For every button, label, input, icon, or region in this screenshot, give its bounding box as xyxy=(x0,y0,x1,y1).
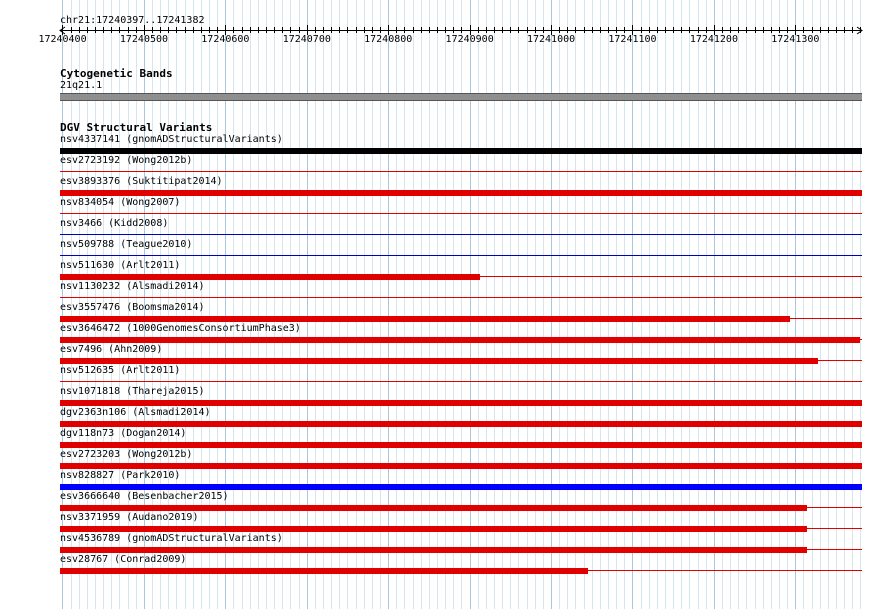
ruler-tick-label: 17240400 xyxy=(38,34,87,45)
variant-label[interactable]: esv3646472 (1000GenomesConsortiumPhase3) xyxy=(60,323,301,334)
variant-bar[interactable] xyxy=(60,421,862,427)
variant-row[interactable] xyxy=(60,365,862,386)
ruler-tick-label: 17241000 xyxy=(526,34,576,45)
ruler-tick-label: 17240900 xyxy=(445,34,494,45)
variant-baseline xyxy=(60,234,862,235)
variant-row[interactable] xyxy=(60,302,862,323)
variant-row[interactable] xyxy=(60,323,862,344)
variant-baseline xyxy=(60,171,862,172)
variant-bar[interactable] xyxy=(60,148,862,154)
variant-row[interactable] xyxy=(60,134,862,155)
variant-bar[interactable] xyxy=(60,547,807,553)
coordinate-range: chr21:17240397..17241382 xyxy=(60,15,205,26)
variant-label[interactable]: nsv512635 (Arlt2011) xyxy=(60,365,181,376)
variant-row[interactable] xyxy=(60,197,862,218)
ruler-tick-label: 17241300 xyxy=(771,34,820,45)
variant-baseline xyxy=(60,297,862,298)
variant-label[interactable]: dgv2363n106 (Alsmadi2014) xyxy=(60,407,211,418)
variant-bar[interactable] xyxy=(60,442,862,448)
ruler-tick-label: 17241200 xyxy=(689,34,738,45)
variant-label[interactable]: nsv3466 (Kidd2008) xyxy=(60,218,169,229)
variant-row[interactable] xyxy=(60,386,862,407)
variant-bar[interactable] xyxy=(60,316,790,322)
variant-bar[interactable] xyxy=(60,358,818,364)
variant-row[interactable] xyxy=(60,344,862,365)
variant-label[interactable]: esv2723203 (Wong2012b) xyxy=(60,449,193,460)
cytoband-label: 21q21.1 xyxy=(60,80,103,91)
cytoband-bar[interactable] xyxy=(60,93,862,101)
variant-baseline xyxy=(60,381,862,382)
variant-row[interactable] xyxy=(60,407,862,428)
variant-label[interactable]: esv3557476 (Boomsma2014) xyxy=(60,302,205,313)
variant-row[interactable] xyxy=(60,512,862,533)
variant-label[interactable]: nsv511630 (Arlt2011) xyxy=(60,260,181,271)
variant-row[interactable] xyxy=(60,239,862,260)
ruler-tick-label: 17241100 xyxy=(608,34,657,45)
variant-row[interactable] xyxy=(60,470,862,491)
variant-label[interactable]: dgv118n73 (Dogan2014) xyxy=(60,428,187,439)
variant-label[interactable]: nsv4536789 (gnomADStructuralVariants) xyxy=(60,533,283,544)
variant-label[interactable]: esv2723192 (Wong2012b) xyxy=(60,155,193,166)
coordinate-ruler[interactable] xyxy=(0,0,890,60)
variant-bar[interactable] xyxy=(60,190,862,196)
variant-row[interactable] xyxy=(60,533,862,554)
variant-bar[interactable] xyxy=(60,484,862,490)
variant-row[interactable] xyxy=(60,449,862,470)
dgv-track-title: DGV Structural Variants xyxy=(60,121,213,134)
variant-label[interactable]: nsv3371959 (Audano2019) xyxy=(60,512,199,523)
variant-row[interactable] xyxy=(60,176,862,197)
ruler-tick-label: 17240600 xyxy=(201,34,250,45)
variant-row[interactable] xyxy=(60,428,862,449)
variant-row[interactable] xyxy=(60,218,862,239)
variant-row[interactable] xyxy=(60,155,862,176)
variant-row[interactable] xyxy=(60,260,862,281)
variant-bar[interactable] xyxy=(60,463,862,469)
variant-row[interactable] xyxy=(60,281,862,302)
cytogenetic-bands-title: Cytogenetic Bands xyxy=(60,67,173,80)
variant-bar[interactable] xyxy=(60,400,862,406)
variant-bar[interactable] xyxy=(60,274,480,280)
variant-label[interactable]: nsv1130232 (Alsmadi2014) xyxy=(60,281,205,292)
variant-label[interactable]: esv28767 (Conrad2009) xyxy=(60,554,187,565)
variant-label[interactable]: nsv1071818 (Thareja2015) xyxy=(60,386,205,397)
ruler-tick-label: 17240800 xyxy=(364,34,413,45)
variant-label[interactable]: esv3666640 (Besenbacher2015) xyxy=(60,491,229,502)
variant-bar[interactable] xyxy=(60,505,807,511)
variant-label[interactable]: nsv509788 (Teague2010) xyxy=(60,239,193,250)
variant-baseline xyxy=(60,255,862,256)
variant-row[interactable] xyxy=(60,554,862,575)
variant-label[interactable]: nsv4337141 (gnomADStructuralVariants) xyxy=(60,134,283,145)
variant-label[interactable]: esv3893376 (Suktitipat2014) xyxy=(60,176,223,187)
variant-label[interactable]: esv7496 (Ahn2009) xyxy=(60,344,163,355)
variant-baseline xyxy=(60,213,862,214)
ruler-tick-label: 17240500 xyxy=(119,34,169,45)
variant-row[interactable] xyxy=(60,491,862,512)
variant-label[interactable]: nsv828827 (Park2010) xyxy=(60,470,181,481)
variant-bar[interactable] xyxy=(60,526,807,532)
variant-bar[interactable] xyxy=(60,568,588,574)
variant-bar[interactable] xyxy=(60,337,860,343)
variant-label[interactable]: nsv834054 (Wong2007) xyxy=(60,197,181,208)
ruler-tick-label: 17240700 xyxy=(282,34,331,45)
